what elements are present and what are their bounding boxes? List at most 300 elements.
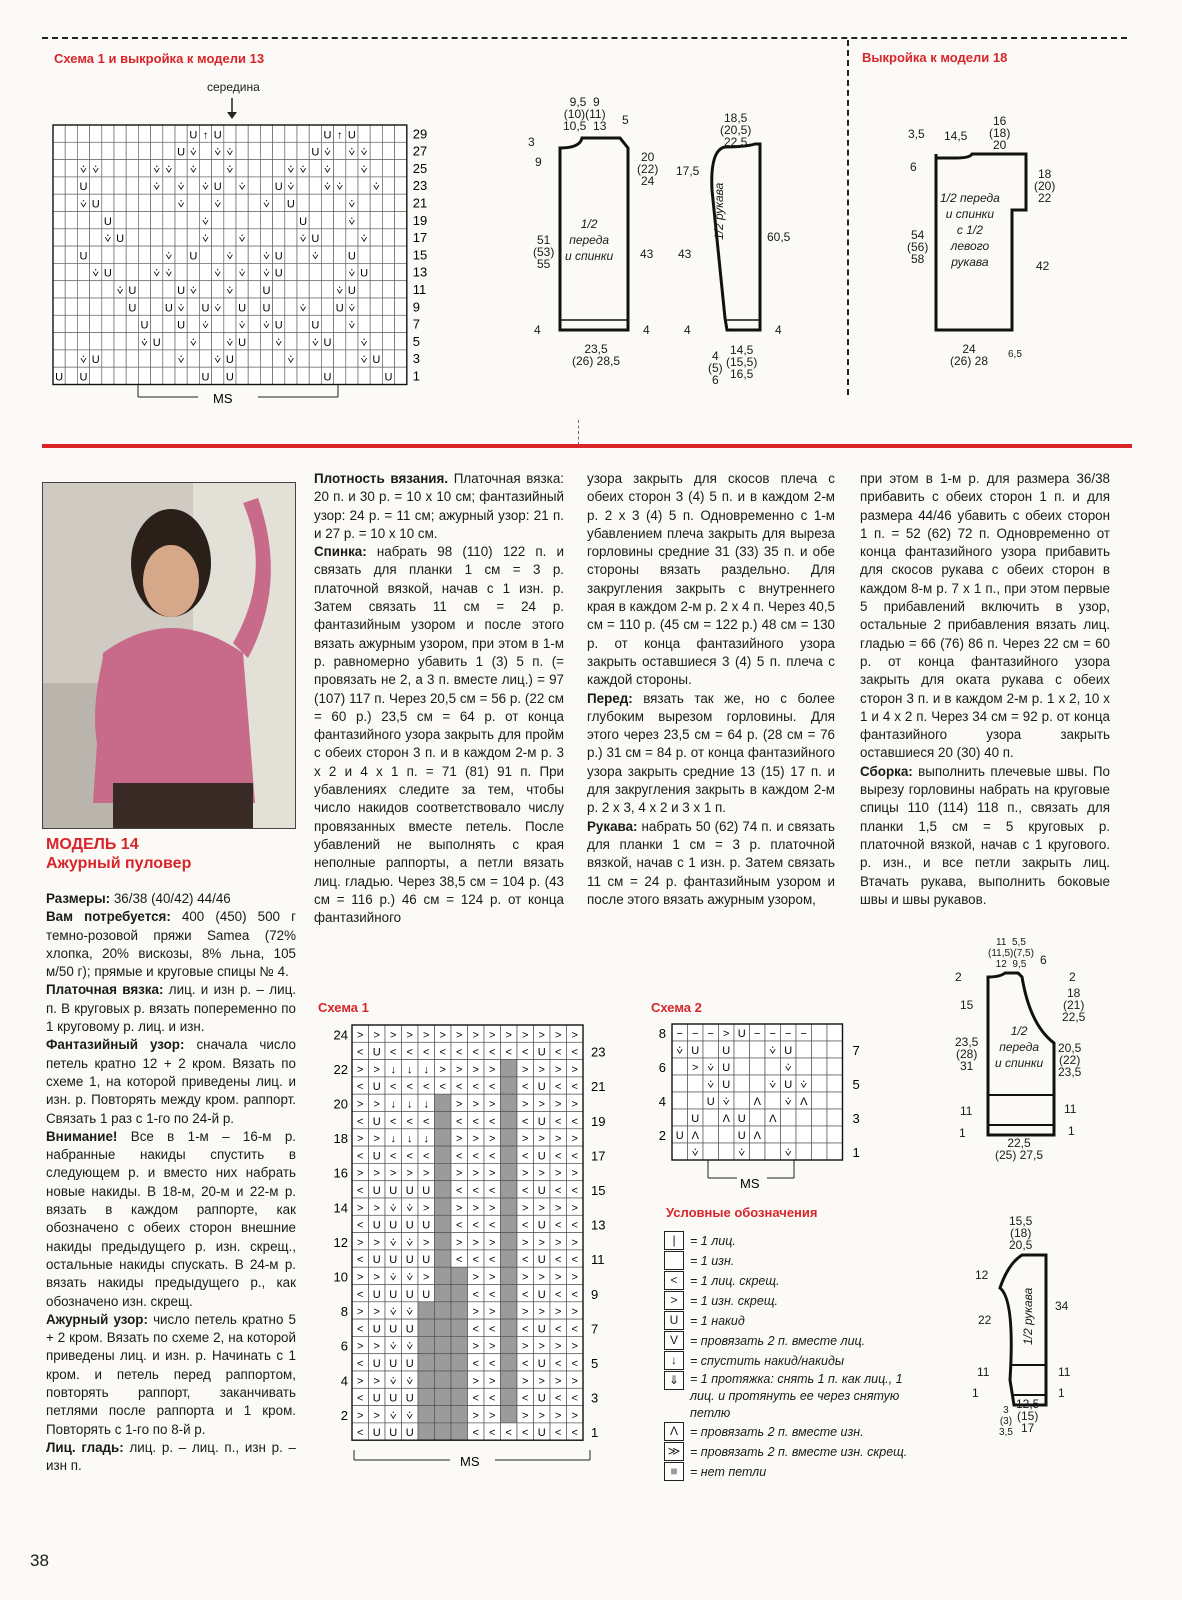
stitch-symbol: U <box>706 1096 715 1108</box>
stitch-symbol: > <box>571 1202 578 1215</box>
s14-right-34: 34 <box>1055 1299 1069 1313</box>
grid-cell <box>248 281 260 298</box>
grid-cell <box>796 1126 812 1143</box>
stitch-symbol: U <box>722 1079 731 1091</box>
grid-cell <box>309 367 321 384</box>
grid-cell <box>187 177 199 194</box>
stitch-symbol: ⩒ <box>80 163 87 176</box>
grid-cell <box>395 177 407 194</box>
grid-cell <box>781 1126 797 1143</box>
grid-cell <box>734 1041 750 1058</box>
text-divider-dashed <box>578 420 579 445</box>
stitch-symbol: ⩒ <box>769 1079 777 1091</box>
grid-cell <box>77 333 89 350</box>
stitch-symbol: Λ <box>800 1096 808 1108</box>
scheme2-chart <box>652 1018 872 1198</box>
grid-cell <box>358 194 370 211</box>
grid-cell <box>395 315 407 332</box>
stitch-symbol: > <box>373 1271 380 1284</box>
stitch-symbol: ⩒ <box>324 163 331 176</box>
row-label: 13 <box>591 1217 606 1233</box>
stitch-symbol: < <box>357 1115 364 1128</box>
grid-cell <box>285 367 297 384</box>
stitch-symbol: > <box>555 1167 562 1180</box>
grid-cell <box>126 160 138 177</box>
grid-cell <box>750 1109 766 1126</box>
grid-cell <box>236 142 248 159</box>
stitch-symbol: > <box>522 1133 529 1146</box>
grid-cell <box>102 177 114 194</box>
stitch-symbol: U <box>784 1079 793 1091</box>
stitch-symbol: U <box>537 1288 546 1301</box>
grid-cell <box>138 160 150 177</box>
grid-cell <box>382 350 394 367</box>
grid-cell <box>285 246 297 263</box>
stitch-symbol: < <box>489 1150 496 1163</box>
b14-left-2: 2 <box>955 970 962 984</box>
stitch-symbol: > <box>571 1133 578 1146</box>
grid-cell <box>126 212 138 229</box>
front-top-labels: 9,5 9 (10)(11) 10,5 13 <box>563 95 607 133</box>
row-label: 25 <box>412 160 428 176</box>
stitch-symbol: < <box>571 1046 578 1059</box>
row-label: 5 <box>591 1356 599 1371</box>
grid-cell <box>435 1388 452 1405</box>
grid-cell <box>501 1388 518 1405</box>
text-column-2: Плотность вязания. Платочная вязка: 20 п. и 30 р. = 10 х 10 см; фантазийный узор: 24 р. = 11 см; ажурный узор: 21 п. и 27 р. = 10 х 10 см. Спинка: набрать 98 (110) 122 п. и связать для планки 1 см = 3 р. платочной вязкой, начав с 1 изн. р. Затем связать 11 см = 24 р. фантазийным узором и после этого вязать ажурным узором, при этом в 1-м р. равномерно убавить 1 (3) 5 п. (= провязать не 2, а 3 п. вместе лиц.) = 97 (107) 117 п. Через 20,5 см = 56 р. (22 см = 60 р.) 23,5 см = 64 р. от конца фантазийного узора закрыть для пройм с обеих сторон 3 п. и в каждом 2-м р. 3 х 2 и 4 х 1 п. = 71 (81) 91 п. При убавлениях следите за тем, чтобы число накидов соответствовало числу провязанных вместе петель. После убавлений не выполнять с края неполные раппорты, а петли вязать лиц. гладью. Через 38,5 см = 104 р. (43 см = 116 р.) 46 см = 124 р. от конца фантазийного <box>314 471 564 926</box>
stitch-symbol: − <box>676 1028 683 1040</box>
s14-left-22: 22 <box>978 1313 992 1327</box>
stitch-symbol: < <box>472 1150 479 1163</box>
stitch-symbol: < <box>522 1150 529 1163</box>
stitch-symbol: ⩒ <box>141 336 148 349</box>
text-column-3: узора закрыть для скосов плеча с обеих сторон 3 (4) 5 п. и в каждом 2-м р. 2 х 3 (4) 5 п. Одновременно с 1-м убавлением плеча закрыть для выреза горловины средние 31 (33) 35 п. и обе стороны вязать раздельно. Для закругления закрыть с внутреннего края в каждом 2-м р. 2 х 4 п. Через 40,5 см = 110 р. (45 см = 122 р.) 48 см = 130 р. от конца фантазийного узора закрыть оставшиеся 3 (4) 5 п. плеча с каждой стороны. Перед: вязать так же, но с более глубоким вырезом горловины. Для этого через 23,5 см = 64 р. (28 см = 76 р.) 31 см = 84 р. от конца фантазийного узора закрыть средние 13 (15) 17 п. и для закругления закрыть в каждом 2-м р. 2 х 3, 4 х 2 и 3 х 1 п. Рукава: набрать 50 (62) 74 п. и связать для планки 1 см = 3 р. платочной вязкой, начав с 1 изн. р. Затем связать 11 см = 24 р. фантазийным узором и после этого вязать ажурным узором, <box>587 471 835 907</box>
stitch-symbol: ⩒ <box>722 1096 730 1108</box>
stitch-symbol: > <box>456 1029 463 1042</box>
stitch-symbol: U <box>152 336 161 349</box>
grid-cell <box>501 1319 518 1336</box>
row-label: 8 <box>340 1304 348 1320</box>
grid-cell <box>719 1143 735 1160</box>
stitch-symbol: ⩒ <box>263 319 270 332</box>
stitch-symbol: > <box>489 1271 496 1284</box>
grid-cell <box>370 281 382 298</box>
stitch-symbol: > <box>489 1375 496 1388</box>
stitch-symbol: ⩒ <box>116 285 124 297</box>
grid-cell <box>126 367 138 384</box>
stitch-symbol: < <box>456 1219 463 1232</box>
stitch-symbol: > <box>555 1029 562 1042</box>
legend-item: ⇓ = 1 протяжка: снять 1 п. как лиц., 1 лиц. и протянуть ее через снятую петлю <box>664 1371 914 1422</box>
grid-cell <box>346 350 358 367</box>
sleeve-side-43: 43 <box>678 247 692 261</box>
row-label: 10 <box>333 1269 348 1285</box>
grid-cell <box>77 281 89 298</box>
scheme2-left-labels <box>659 1026 666 1143</box>
grid-cell <box>501 1163 518 1180</box>
stitch-symbol: ⩒ <box>92 267 100 280</box>
stitch-symbol: < <box>571 1219 578 1232</box>
middle-label: середина <box>207 80 260 94</box>
stitch-symbol: > <box>472 1029 479 1042</box>
grid-cell <box>750 1143 766 1160</box>
grid-cell <box>138 298 150 315</box>
stitch-symbol: < <box>357 1185 364 1197</box>
grid-cell <box>395 142 407 159</box>
stitch-symbol: > <box>472 1271 479 1284</box>
grid-cell <box>65 229 77 246</box>
grid-cell <box>65 350 77 367</box>
row-label: 3 <box>412 351 421 367</box>
grid-cell <box>260 229 272 246</box>
grid-cell <box>199 142 211 159</box>
stitch-symbol: ⩒ <box>177 181 185 194</box>
grid-cell <box>126 315 138 332</box>
grid-cell <box>285 229 297 246</box>
grid-cell <box>672 1092 688 1109</box>
stitch-symbol: > <box>489 1340 496 1353</box>
stitch-symbol: < <box>571 1081 578 1094</box>
stitch-symbol: < <box>406 1115 413 1128</box>
stitch-symbol: > <box>357 1306 364 1319</box>
stitch-symbol: ⩒ <box>784 1062 792 1074</box>
stitch-symbol: < <box>489 1323 496 1336</box>
m18-sleeve-depth: 18 (20) 22 <box>1034 167 1056 205</box>
stitch-symbol: U <box>722 1045 731 1057</box>
grid-cell <box>90 298 102 315</box>
grid-cell <box>827 1126 843 1143</box>
stitch-symbol: ⩒ <box>406 1375 414 1388</box>
stitch-symbol: > <box>538 1098 545 1111</box>
grid-cell <box>418 1319 435 1336</box>
stitch-symbol: < <box>357 1150 364 1163</box>
stitch-symbol: ⩒ <box>202 233 209 246</box>
grid-cell <box>435 1371 452 1388</box>
grid-cell <box>260 177 272 194</box>
stitch-symbol: > <box>489 1098 496 1111</box>
row-label: 2 <box>340 1407 348 1423</box>
grid-cell <box>175 263 187 280</box>
stitch-symbol: > <box>555 1063 562 1076</box>
stitch-symbol: U <box>274 319 283 332</box>
grid-cell <box>138 142 150 159</box>
page-number: 38 <box>30 1551 49 1570</box>
grid-cell <box>151 367 163 384</box>
grid-cell <box>703 1041 719 1058</box>
grid-cell <box>765 1092 781 1109</box>
grid-cell <box>382 212 394 229</box>
stitch-symbol: U <box>177 319 186 332</box>
b14-left-len: 23,5 (28) 31 <box>955 1035 979 1073</box>
grid-cell <box>273 194 285 211</box>
stitch-symbol: > <box>373 1340 380 1353</box>
row-label: 19 <box>412 212 428 228</box>
grid-cell <box>501 1146 518 1163</box>
grid-cell <box>138 212 150 229</box>
legend-item: U = 1 накид <box>664 1311 914 1331</box>
stitch-symbol: > <box>423 1167 430 1180</box>
s14-right-11: 11 <box>1058 1365 1071 1379</box>
stitch-symbol: ⩒ <box>238 181 246 194</box>
grid-cell <box>812 1041 828 1058</box>
grid-cell <box>812 1075 828 1092</box>
stitch-symbol: > <box>538 1167 545 1180</box>
stitch-symbol: U <box>189 250 198 263</box>
grid-cell <box>501 1371 518 1388</box>
stitch-symbol: U <box>323 371 332 384</box>
stitch-symbol: < <box>357 1254 364 1267</box>
grid-cell <box>212 281 224 298</box>
grid-cell <box>163 281 175 298</box>
legend-item: Λ = провязать 2 п. вместе изн. <box>664 1422 914 1442</box>
grid-cell <box>175 229 187 246</box>
stitch-symbol: U <box>405 1392 414 1405</box>
stitch-symbol: ↓ <box>407 1133 413 1146</box>
stitch-symbol: ⩒ <box>153 163 161 176</box>
front-length: 51 (53) 55 <box>533 233 555 271</box>
stitch-symbol: ⩒ <box>165 267 173 280</box>
grid-cell <box>382 125 394 142</box>
stitch-symbol: ⩒ <box>707 1079 715 1091</box>
grid-cell <box>187 298 199 315</box>
stitch-symbol: < <box>472 1115 479 1128</box>
stitch-symbol: > <box>423 1029 430 1042</box>
row-label: 1 <box>852 1145 860 1160</box>
stitch-symbol: < <box>406 1046 413 1059</box>
grid-cell <box>451 1371 468 1388</box>
front-armhole: 9 <box>535 155 542 169</box>
stitch-symbol: ⩒ <box>324 146 331 159</box>
stitch-symbol: U <box>372 1219 381 1232</box>
stitch-symbol: ⩒ <box>311 250 319 263</box>
grid-cell <box>501 1060 518 1077</box>
grid-cell <box>812 1058 828 1075</box>
stitch-symbol: U <box>238 336 247 349</box>
stitch-symbol: ⩒ <box>360 336 368 349</box>
stitch-symbol: > <box>472 1063 479 1076</box>
grid-cell <box>395 229 407 246</box>
grid-cell <box>273 160 285 177</box>
grid-cell <box>114 298 126 315</box>
scheme2-grid <box>672 1024 843 1160</box>
stitch-symbol: > <box>571 1375 578 1388</box>
stitch-symbol: U <box>389 1219 398 1232</box>
grid-cell <box>248 212 260 229</box>
sleeve-inner: 1/2 рукава <box>712 182 726 240</box>
stitch-symbol: ⩒ <box>80 198 87 211</box>
grid-cell <box>451 1354 468 1371</box>
stitch-symbol: ⩒ <box>165 250 173 263</box>
grid-cell <box>273 212 285 229</box>
grid-cell <box>199 333 211 350</box>
row-label: 14 <box>333 1200 348 1216</box>
grid-cell <box>248 142 260 159</box>
grid-cell <box>309 263 321 280</box>
stitch-symbol: > <box>555 1202 562 1215</box>
m18-inner: 1/2 переда и спинки с 1/2 левого рукава <box>940 191 1000 269</box>
stitch-symbol: > <box>472 1167 479 1180</box>
stitch-symbol: > <box>555 1375 562 1388</box>
stitch-symbol: U <box>274 267 283 280</box>
b14-right-2: 2 <box>1069 970 1076 984</box>
b14-left-11: 11 <box>960 1104 973 1118</box>
grid-cell <box>151 246 163 263</box>
grid-cell <box>248 246 260 263</box>
stitch-symbol: < <box>555 1323 562 1336</box>
stitch-symbol: > <box>456 1133 463 1146</box>
grid-cell <box>114 212 126 229</box>
row-label: 20 <box>333 1096 348 1112</box>
grid-cell <box>334 160 346 177</box>
stitch-symbol: > <box>522 1029 529 1042</box>
stitch-symbol: > <box>423 1271 430 1284</box>
stitch-symbol: ⩒ <box>214 198 222 211</box>
grid-cell <box>236 246 248 263</box>
grid-cell <box>334 263 346 280</box>
stitch-symbol: U <box>389 1358 398 1370</box>
stitch-symbol: U <box>323 336 332 349</box>
stitch-symbol: < <box>522 1046 529 1059</box>
stitch-symbol: ⩒ <box>189 146 197 159</box>
stitch-symbol: U <box>299 215 308 228</box>
stitch-symbol: U <box>91 354 100 367</box>
grid-cell <box>199 350 211 367</box>
stitch-symbol: < <box>357 1427 364 1440</box>
grid-cell <box>395 125 407 142</box>
stitch-symbol: U <box>405 1219 414 1232</box>
stitch-symbol: U <box>372 1185 381 1197</box>
stitch-symbol: < <box>555 1046 562 1059</box>
grid-cell <box>65 315 77 332</box>
grid-cell <box>126 263 138 280</box>
stitch-symbol: U <box>405 1254 414 1267</box>
stitch-symbol: ⩒ <box>263 198 270 211</box>
stitch-symbol: Λ <box>753 1130 761 1142</box>
b14-right-1: 1 <box>1068 1124 1075 1138</box>
grid-cell <box>163 350 175 367</box>
stitch-symbol: U <box>405 1427 414 1440</box>
grid-cell <box>334 194 346 211</box>
grid-cell <box>382 246 394 263</box>
grid-cell <box>260 142 272 159</box>
grid-cell <box>212 212 224 229</box>
s14-inner: 1/2 рукава <box>1021 1287 1035 1345</box>
grid-cell <box>53 212 65 229</box>
stitch-symbol: < <box>456 1150 463 1163</box>
grid-cell <box>358 367 370 384</box>
grid-cell <box>309 298 321 315</box>
stitch-symbol: > <box>456 1063 463 1076</box>
grid-cell <box>224 315 236 332</box>
stitch-symbol: ⩒ <box>153 267 161 280</box>
grid-cell <box>126 194 138 211</box>
grid-cell <box>812 1092 828 1109</box>
stitch-symbol: U <box>537 1185 546 1197</box>
stitch-symbol: > <box>489 1202 496 1215</box>
stitch-symbol: U <box>128 302 137 315</box>
grid-cell <box>395 246 407 263</box>
grid-cell <box>321 212 333 229</box>
stitch-symbol: U <box>55 371 64 384</box>
grid-cell <box>273 350 285 367</box>
stitch-symbol: < <box>357 1288 364 1301</box>
stitch-symbol: > <box>456 1167 463 1180</box>
grid-cell <box>175 160 187 177</box>
stitch-symbol: ↑ <box>336 129 343 142</box>
grid-cell <box>102 160 114 177</box>
m18-top-mid: 14,5 <box>944 129 968 143</box>
grid-cell <box>114 160 126 177</box>
grid-cell <box>734 1092 750 1109</box>
stitch-symbol: ⩒ <box>177 198 185 211</box>
stitch-symbol: ⩒ <box>311 336 319 349</box>
grid-cell <box>297 125 309 142</box>
grid-cell <box>65 333 77 350</box>
stitch-symbol: U <box>164 302 173 315</box>
grid-cell <box>114 333 126 350</box>
grid-cell <box>138 194 150 211</box>
stitch-symbol: U <box>128 285 137 297</box>
s14-left-12: 12 <box>975 1268 989 1282</box>
grid-cell <box>285 142 297 159</box>
scheme2-right-labels <box>853 1043 860 1160</box>
grid-cell <box>65 142 77 159</box>
grid-cell <box>501 1250 518 1267</box>
grid-cell <box>781 1109 797 1126</box>
grid-cell <box>451 1336 468 1353</box>
stitch-symbol: ⩒ <box>738 1147 746 1159</box>
grid-cell <box>395 350 407 367</box>
grid-cell <box>212 160 224 177</box>
stitch-symbol: > <box>390 1029 397 1042</box>
row-label: 7 <box>852 1043 860 1058</box>
grid-cell <box>688 1075 704 1092</box>
stitch-symbol: > <box>373 1375 380 1388</box>
stitch-symbol: U <box>347 250 356 263</box>
stitch-symbol: > <box>472 1409 479 1422</box>
stitch-symbol: < <box>456 1115 463 1128</box>
grid-cell <box>236 125 248 142</box>
stitch-symbol: U <box>422 1288 431 1301</box>
grid-cell <box>65 177 77 194</box>
stitch-symbol: > <box>522 1409 529 1422</box>
stitch-symbol: < <box>522 1254 529 1267</box>
stitch-symbol: < <box>489 1081 496 1094</box>
grid-cell <box>297 263 309 280</box>
grid-cell <box>435 1112 452 1129</box>
row-label: 6 <box>658 1060 666 1075</box>
grid-cell <box>151 350 163 367</box>
stitch-symbol: < <box>489 1288 496 1301</box>
row-label: 23 <box>591 1044 606 1060</box>
grid-cell <box>382 142 394 159</box>
stitch-symbol: < <box>522 1392 529 1405</box>
grid-cell <box>199 160 211 177</box>
grid-cell <box>187 263 199 280</box>
grid-cell <box>273 281 285 298</box>
stitch-symbol: < <box>571 1392 578 1405</box>
stitch-symbol: ⩒ <box>389 1271 397 1284</box>
grid-cell <box>53 281 65 298</box>
stitch-symbol: > <box>357 1167 364 1180</box>
grid-cell <box>285 333 297 350</box>
stitch-symbol: ⩒ <box>389 1202 397 1215</box>
grid-cell <box>151 281 163 298</box>
stitch-symbol: < <box>555 1185 562 1197</box>
grid-cell <box>90 177 102 194</box>
grid-cell <box>151 125 163 142</box>
grid-cell <box>90 212 102 229</box>
